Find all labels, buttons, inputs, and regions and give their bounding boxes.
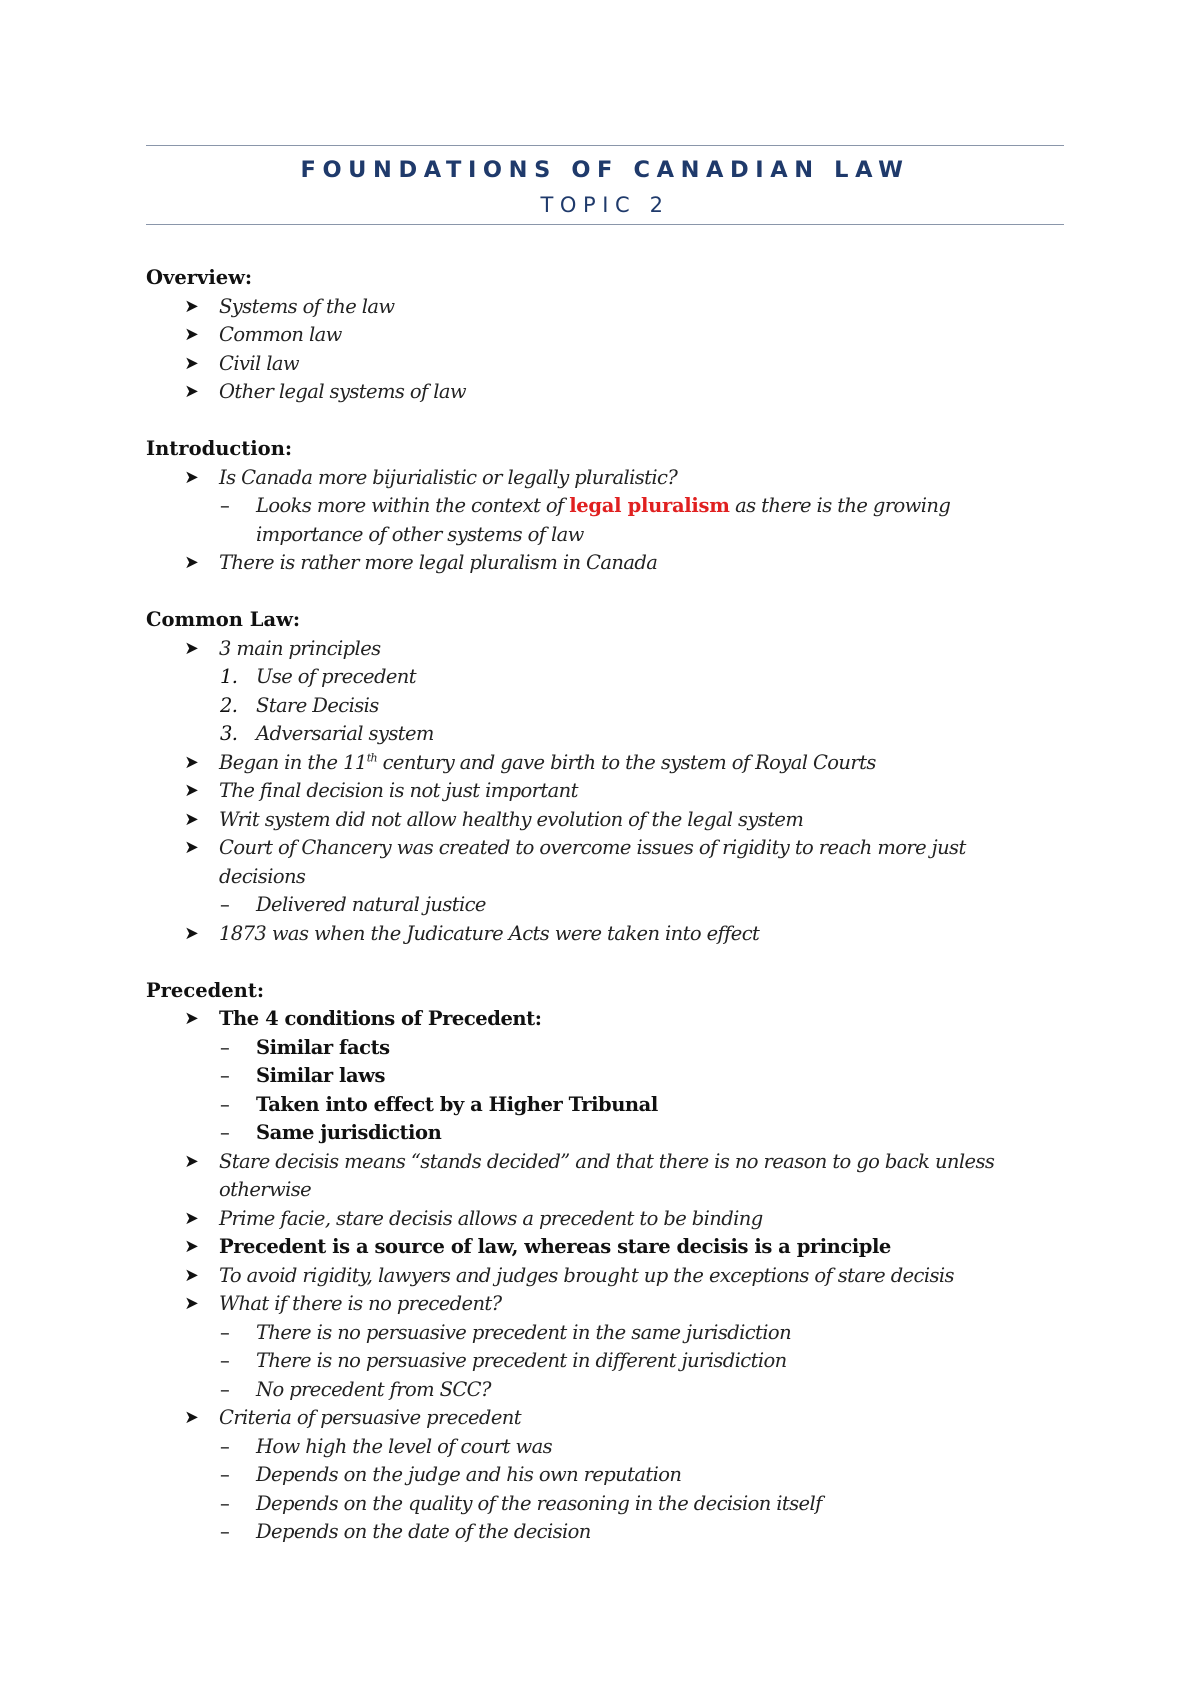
list-item: ➤ Writ system did not allow healthy evolution of the legal system [146,806,1056,835]
common-law-section [146,606,1056,948]
arrow-bullet-icon: ➤ [184,1150,199,1172]
list-item: ➤ There is rather more legal pluralism in Canada [146,549,1056,578]
list-item: ➤ Precedent is a source of law, whereas stare decisis is a principle [146,1233,1056,1262]
dash-bullet: – [220,1092,230,1116]
bottom-rule [146,224,1064,225]
arrow-bullet-icon: ➤ [184,1207,199,1229]
arrow-bullet-icon: ➤ [184,381,199,402]
sub-list-item: – There is no persuasive precedent in the same jurisdiction [146,1319,1056,1348]
sub-list-item: – Depends on the judge and his own reputation [146,1461,1056,1490]
list-item: ➤ Began in the 11th century and gave birth to the system of Royal Courts [146,749,1056,778]
dash-bullet: – [220,1520,230,1543]
numbered-item: 2. Stare Decisis [220,693,379,717]
list-item: ➤ Common law [146,321,1056,350]
sub-list-item: – Similar facts [146,1034,1056,1063]
list-item: ➤ Is Canada more bijurialistic or legally pluralistic? [146,464,1056,493]
arrow-bullet-icon: ➤ [184,637,199,659]
sub-list-item: – Same jurisdiction [146,1119,1056,1148]
overview-heading: Overview: [146,266,253,289]
common-law-heading: Common Law: [146,608,301,631]
dash-bullet: – [220,1035,230,1059]
dash-bullet: – [220,1121,230,1144]
arrow-bullet-icon: ➤ [184,1008,199,1029]
sub-list-item: – Depends on the date of the decision [146,1518,1056,1547]
arrow-bullet-icon: ➤ [184,837,199,858]
top-rule [146,145,1064,146]
dash-bullet: – [220,893,230,916]
list-item: ➤ Other legal systems of law [146,378,1056,407]
sub-list-item: – Taken into effect by a Higher Tribunal [146,1091,1056,1120]
document-body [146,264,1056,1575]
document-subtitle: TOPIC 2 [540,193,670,217]
sub-list-item: – Delivered natural justice [146,891,1056,920]
dash-bullet: – [220,1463,230,1486]
overview-section [146,264,1056,407]
arrow-bullet-icon: ➤ [184,922,199,944]
list-item: ➤ The final decision is not just important [146,777,1056,806]
document-title: FOUNDATIONS OF CANADIAN LAW [300,157,910,183]
list-item: ➤ Stare decisis means “stands decided” and that there is no reason to go back unless [146,1148,1056,1177]
arrow-bullet-icon: ➤ [184,466,199,488]
sub-list-item: – Depends on the quality of the reasoning in the decision itself [146,1490,1056,1519]
precedent-heading: Precedent: [146,978,265,1002]
arrow-bullet-icon: ➤ [184,751,199,773]
highlight-legal-pluralism: legal pluralism [569,494,730,517]
arrow-bullet-icon: ➤ [184,552,199,573]
list-item: ➤ Court of Chancery was created to overcome issues of rigidity to reach more just [146,834,1056,863]
list-item: ➤ To avoid rigidity, lawyers and judges brought up the exceptions of stare decisis [146,1262,1056,1291]
list-item: ➤ What if there is no precedent? [146,1290,1056,1319]
numbered-item: 1. Use of precedent [220,665,416,688]
sub-list-item: – Similar laws [146,1062,1056,1091]
sub-list-item: – No precedent from SCC? [146,1376,1056,1405]
arrow-bullet-icon: ➤ [184,1407,199,1428]
sub-list-item: – There is no persuasive precedent in different jurisdiction [146,1347,1056,1376]
dash-bullet: – [220,1434,230,1458]
arrow-bullet-icon: ➤ [184,1264,199,1286]
list-item: ➤ 1873 was when the Judicature Acts were taken into effect [146,920,1056,949]
sub-list-item: – Looks more within the context of legal pluralism as there is the growing [146,492,1056,521]
introduction-section [146,435,1056,578]
arrow-bullet-icon: ➤ [184,324,199,345]
dash-bullet: – [220,1064,230,1087]
list-item-continuation: otherwise [219,1178,312,1201]
list-item: ➤ Prime facie, stare decisis allows a precedent to be binding [146,1205,1056,1234]
sub-list-item-continuation: importance of other systems of law [256,522,584,546]
precedent-section [146,977,1056,1547]
dash-bullet: – [220,494,230,517]
numbered-item: 3. Adversarial system [220,722,434,745]
arrow-bullet-icon: ➤ [184,780,199,801]
dash-bullet: – [220,1491,230,1515]
introduction-heading: Introduction: [146,437,293,460]
list-item-continuation: decisions [219,864,306,888]
arrow-bullet-icon: ➤ [184,352,199,374]
list-item: ➤ 3 main principles [146,635,1056,664]
dash-bullet: – [220,1320,230,1344]
dash-bullet: – [220,1377,230,1401]
dash-bullet: – [220,1349,230,1372]
arrow-bullet-icon: ➤ [184,1236,199,1257]
sub-list-item: – How high the level of court was [146,1433,1056,1462]
list-item: ➤ Systems of the law [146,293,1056,322]
list-item: ➤ The 4 conditions of Precedent: [146,1005,1056,1034]
arrow-bullet-icon: ➤ [184,808,199,830]
list-item: ➤ Criteria of persuasive precedent [146,1404,1056,1433]
list-item: ➤ Civil law [146,350,1056,379]
arrow-bullet-icon: ➤ [184,1293,199,1314]
arrow-bullet-icon: ➤ [184,295,199,317]
